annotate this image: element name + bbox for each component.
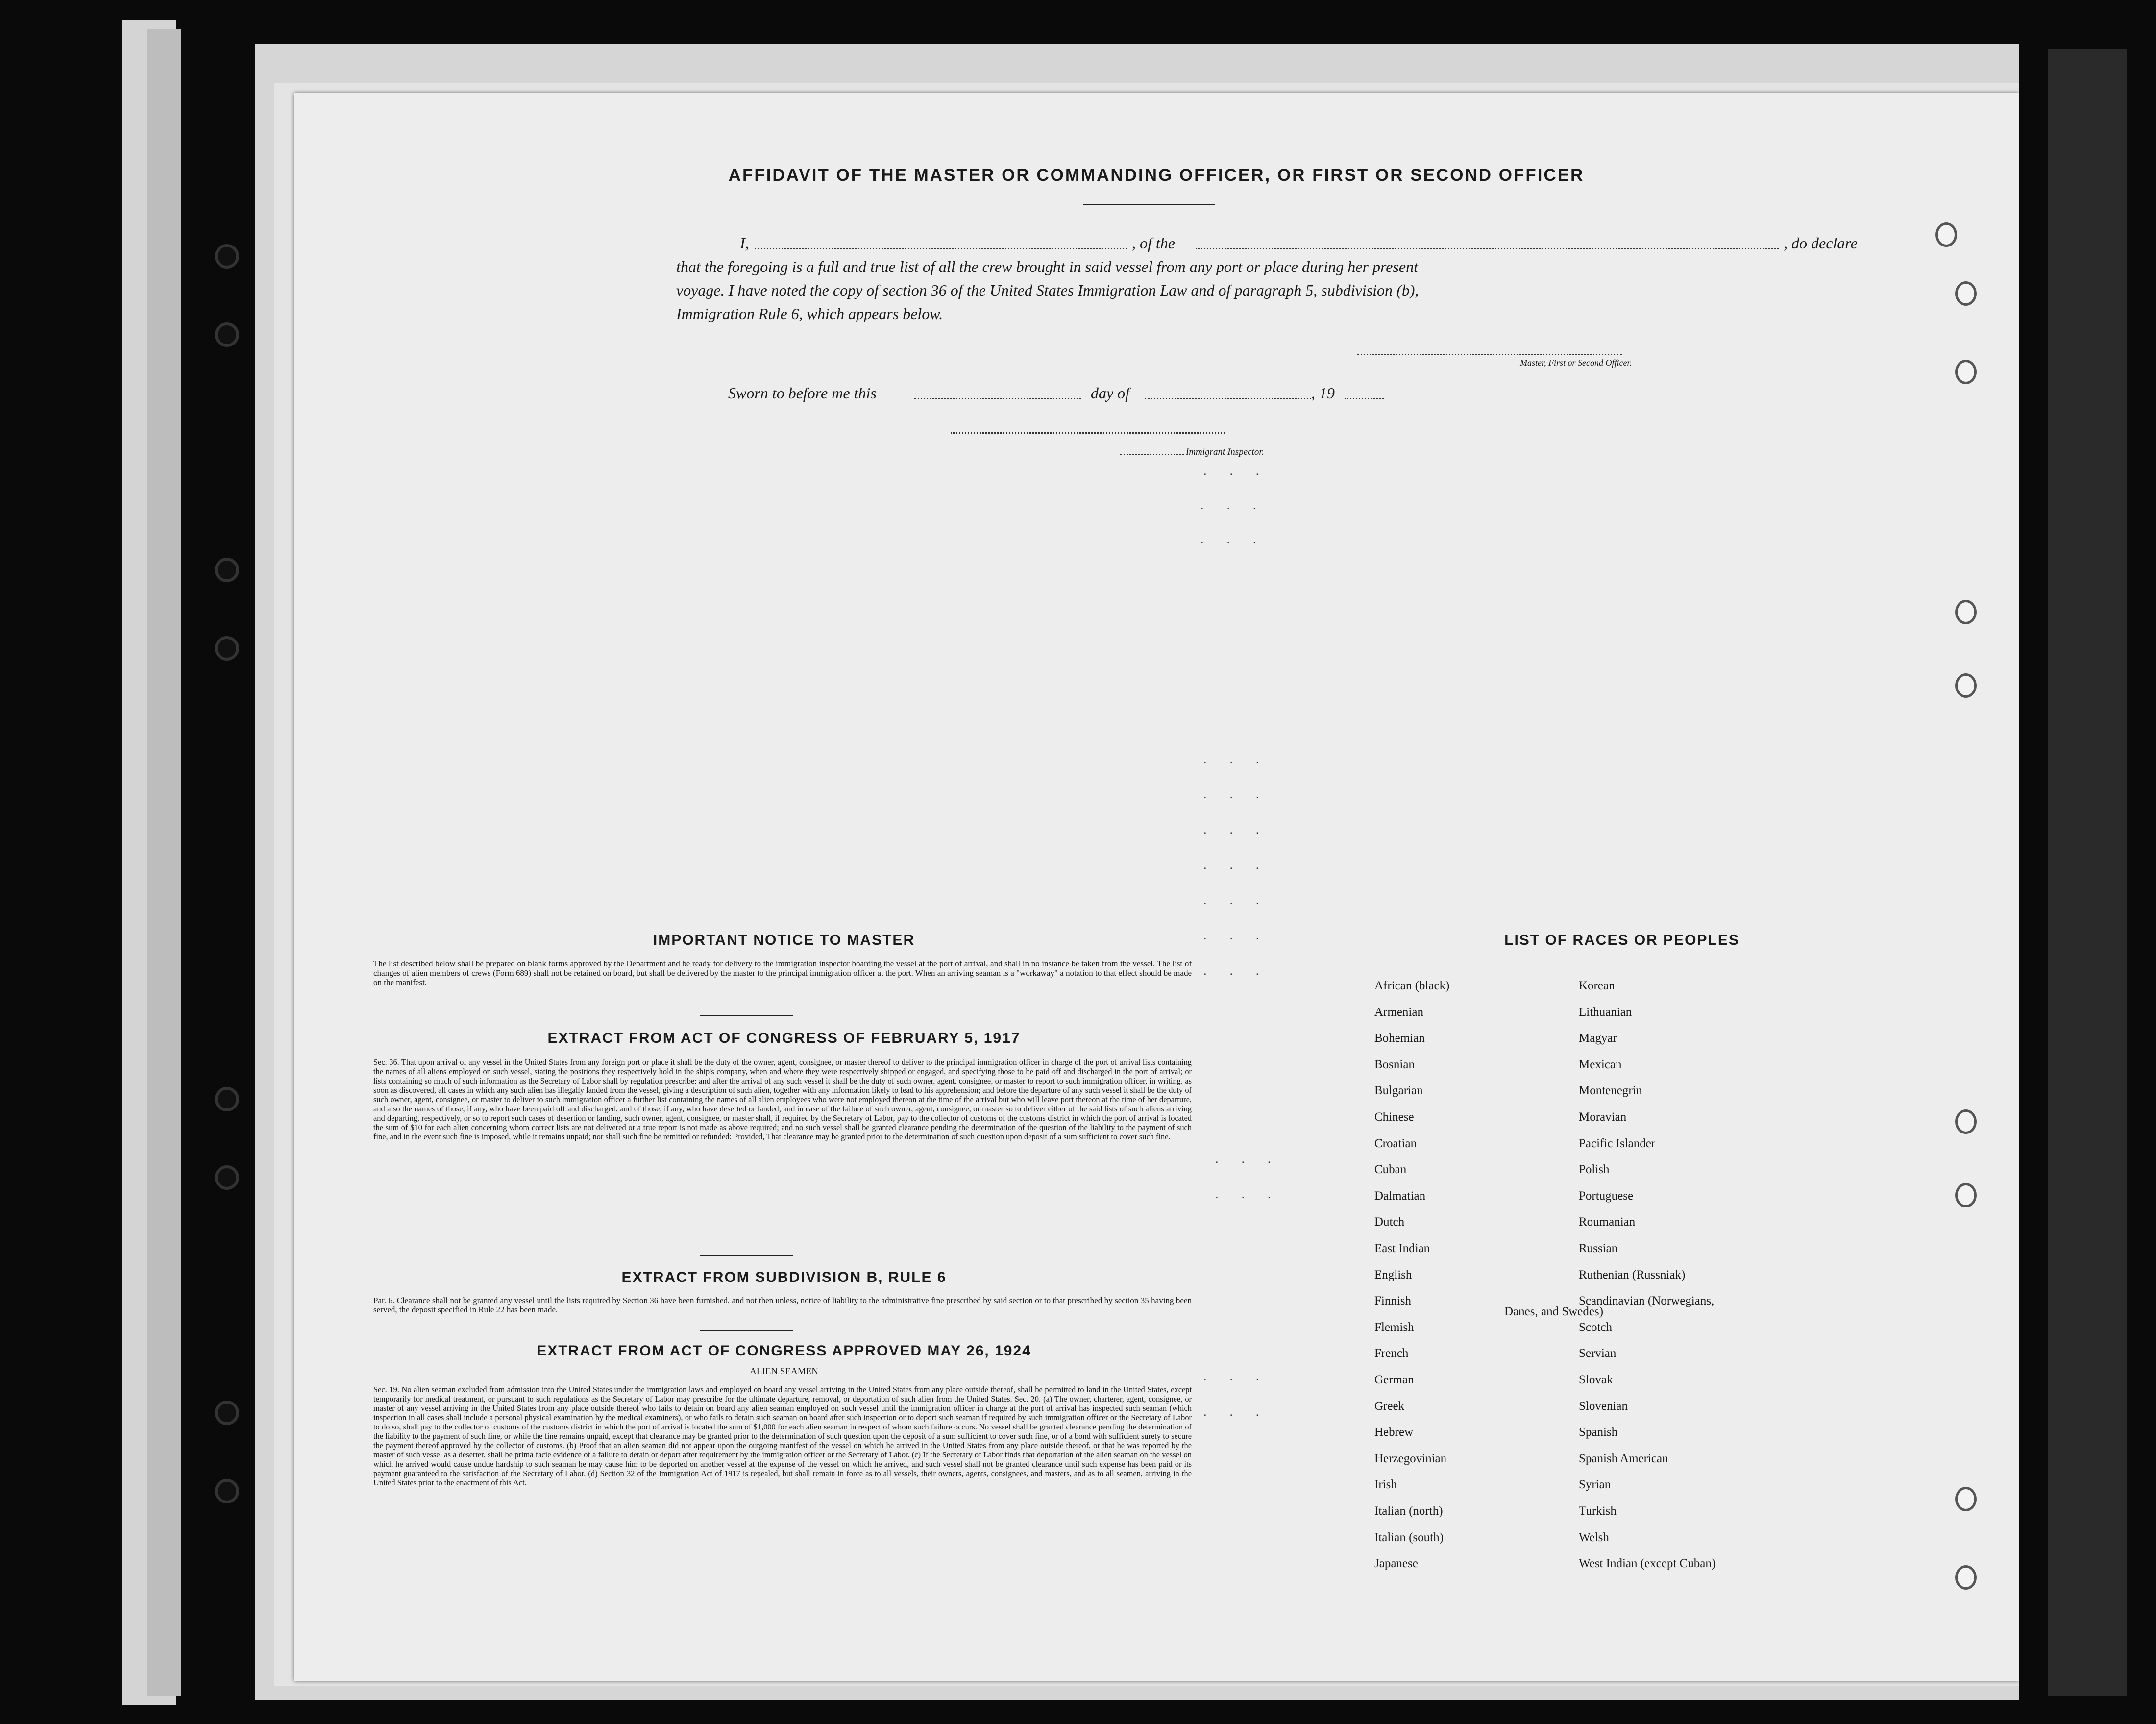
race-item: Dalmatian bbox=[1374, 1189, 1426, 1203]
dot-marker: . . . bbox=[1203, 894, 1269, 907]
race-item: Roumanian bbox=[1579, 1215, 1636, 1229]
sworn-day-label: day of bbox=[1091, 384, 1130, 402]
race-item: Italian (south) bbox=[1374, 1530, 1444, 1544]
alien-seamen-subheading: ALIEN SEAMEN bbox=[750, 1366, 818, 1377]
race-item: French bbox=[1374, 1347, 1409, 1360]
race-item: Herzegovinian bbox=[1374, 1452, 1447, 1465]
extract-rule6-text: Par. 6. Clearance shall not be granted any vessel until the lists required by Section 36 have been furnished, and not then unless, notice of liability to the administrative fine prescribed by said section or to that prescribed by section 35 having been served, the deposit specified in Rule 22 has been made. bbox=[373, 1296, 1192, 1314]
race-item: German bbox=[1374, 1373, 1414, 1386]
vessel-blank bbox=[1196, 248, 1779, 249]
race-item: Flemish bbox=[1374, 1320, 1414, 1334]
declaration-line-2: that the foregoing is a full and true list of all the crew brought in said vessel from any port or place during her present bbox=[676, 258, 1418, 275]
sworn-year-blank bbox=[1345, 398, 1384, 399]
dot-marker: . . . bbox=[1200, 499, 1266, 512]
dot-marker: . . . bbox=[1200, 533, 1266, 546]
punch-hole-icon bbox=[1955, 281, 1977, 306]
race-item: East Indian bbox=[1374, 1242, 1430, 1255]
binder-strip bbox=[147, 29, 181, 1696]
extract-1924-heading: EXTRACT FROM ACT OF CONGRESS APPROVED MAY 26, 1924 bbox=[537, 1343, 1031, 1359]
dot-marker: . . . bbox=[1203, 929, 1269, 942]
race-item: Spanish American bbox=[1579, 1452, 1668, 1465]
race-item: Cuban bbox=[1374, 1163, 1407, 1177]
binder-hole-icon bbox=[215, 1479, 239, 1503]
dot-marker: . . . bbox=[1203, 823, 1269, 837]
punch-hole-icon bbox=[1955, 1487, 1977, 1511]
declaration-line-1 bbox=[740, 231, 1936, 255]
declaration-line-3: voyage. I have noted the copy of section 36 of the United States Immigration Law and of paragraph 5, subdivision (b), bbox=[676, 281, 1419, 299]
race-item: Magyar bbox=[1579, 1032, 1617, 1045]
race-item: Slovak bbox=[1579, 1373, 1613, 1386]
race-item: Irish bbox=[1374, 1478, 1397, 1492]
race-item: Finnish bbox=[1374, 1294, 1412, 1308]
race-item: Spanish bbox=[1579, 1426, 1618, 1439]
section-divider bbox=[700, 1015, 793, 1016]
title-underline bbox=[1083, 204, 1215, 205]
race-item: Croatian bbox=[1374, 1136, 1417, 1150]
declaration-i: I, bbox=[740, 234, 749, 252]
race-item: Korean bbox=[1579, 979, 1615, 992]
dot-marker: . . . bbox=[1203, 859, 1269, 872]
dot-marker: . . . bbox=[1215, 1188, 1281, 1201]
binder-hole-icon bbox=[215, 636, 239, 661]
race-item: Turkish bbox=[1579, 1504, 1617, 1518]
inspector-label: Immigrant Inspector. bbox=[1186, 447, 1264, 457]
race-item: Moravian bbox=[1579, 1110, 1627, 1124]
extract-rule6-heading: EXTRACT FROM SUBDIVISION B, RULE 6 bbox=[621, 1269, 947, 1285]
sworn-line bbox=[728, 381, 1414, 405]
race-item: Bohemian bbox=[1374, 1032, 1425, 1045]
punch-hole-icon bbox=[1955, 1565, 1977, 1590]
race-item: Syrian bbox=[1579, 1478, 1611, 1492]
race-item: Dutch bbox=[1374, 1215, 1405, 1229]
binder-hole-icon bbox=[215, 322, 239, 347]
binder-hole-icon bbox=[215, 1087, 239, 1111]
punch-hole-icon bbox=[1955, 673, 1977, 698]
race-item: English bbox=[1374, 1268, 1412, 1281]
race-item: Montenegrin bbox=[1579, 1084, 1642, 1098]
binder-hole-icon bbox=[215, 1401, 239, 1425]
race-item: Hebrew bbox=[1374, 1426, 1414, 1439]
name-blank bbox=[755, 248, 1127, 249]
race-item: Mexican bbox=[1579, 1058, 1622, 1071]
signature-label: Master, First or Second Officer. bbox=[1520, 358, 1632, 368]
race-item: Welsh bbox=[1579, 1530, 1609, 1544]
race-item: Portuguese bbox=[1579, 1189, 1634, 1203]
binder-hole-icon bbox=[215, 244, 239, 269]
declaration-of-the: , of the bbox=[1132, 234, 1175, 252]
race-item: Bosnian bbox=[1374, 1058, 1415, 1071]
notice-text: The list described below shall be prepared on blank forms approved by the Department and be ready for delivery to the immigration inspector boarding the vessel at the port of arrival, and shall in no instance be taken from the vessel. The list of changes of alien members of crews (Form 689) shall not be retained on board, but shall be delivered by the master to the principal immigration officer at the port. When an arriving seaman is a "workaway" a notation to that effect should be made on the manifest. bbox=[373, 959, 1192, 987]
binder-edge bbox=[2048, 49, 2127, 1696]
punch-hole-icon bbox=[1936, 222, 1957, 247]
notice-heading: IMPORTANT NOTICE TO MASTER bbox=[653, 932, 915, 948]
dot-marker: . . . bbox=[1203, 788, 1269, 801]
race-item: West Indian (except Cuban) bbox=[1579, 1557, 1716, 1571]
dot-marker: . . . bbox=[1203, 1405, 1269, 1419]
dot-marker: . . . bbox=[1203, 1370, 1269, 1383]
race-item: Scotch bbox=[1579, 1320, 1613, 1334]
race-item: Pacific Islander bbox=[1579, 1136, 1656, 1150]
punch-hole-icon bbox=[1955, 1109, 1977, 1134]
punch-hole-icon bbox=[1955, 360, 1977, 384]
inspector-signature-blank bbox=[951, 432, 1225, 434]
punch-hole-icon bbox=[1955, 600, 1977, 624]
race-item: Ruthenian (Russniak) bbox=[1579, 1268, 1686, 1281]
race-item: Polish bbox=[1579, 1163, 1610, 1177]
race-item: Bulgarian bbox=[1374, 1084, 1423, 1098]
race-item: Armenian bbox=[1374, 1005, 1423, 1019]
sworn-date-blank bbox=[914, 398, 1081, 399]
race-item: Japanese bbox=[1374, 1557, 1418, 1571]
race-item: Chinese bbox=[1374, 1110, 1414, 1124]
section-divider bbox=[700, 1330, 793, 1331]
race-item: Russian bbox=[1579, 1242, 1618, 1255]
race-item: Lithuanian bbox=[1579, 1005, 1632, 1019]
section-divider bbox=[700, 1255, 793, 1256]
race-item: Danes, and Swedes) bbox=[1504, 1305, 1604, 1318]
sworn-month-blank bbox=[1145, 398, 1311, 399]
signature-blank bbox=[1357, 354, 1622, 355]
race-item: Italian (north) bbox=[1374, 1504, 1443, 1518]
dot-marker: . . . bbox=[1203, 964, 1269, 978]
dot-marker: . . . bbox=[1203, 753, 1269, 766]
dot-marker: . . . bbox=[1203, 465, 1269, 478]
race-item: Servian bbox=[1579, 1347, 1617, 1360]
binder-hole-icon bbox=[215, 558, 239, 582]
races-heading: LIST OF RACES OR PEOPLES bbox=[1504, 932, 1740, 948]
race-item: African (black) bbox=[1374, 979, 1450, 992]
affidavit-page bbox=[294, 93, 2019, 1681]
race-item: Slovenian bbox=[1579, 1399, 1628, 1413]
declaration-line-4: Immigration Rule 6, which appears below. bbox=[676, 305, 943, 322]
dot-marker: . . . bbox=[1215, 1153, 1281, 1166]
extract-1917-text: Sec. 36. That upon arrival of any vessel in the United States from any foreign port or place it shall be the duty of the owner, agent, consignee, or master thereof to deliver to the principal immigration officer in charge of the port of arrival lists containing the names of all aliens employed on such vessel, stating the positions they respectively hold in the ship's company, when and where they were respectively shipped or engaged, and specifying those to be paid off and discharged in the port of arrival; or lists containing so much of such information as the Secretary of Labor shall by regulation prescribe; and after the arrival of any such vessel it shall be the duty of such owner, agent, consignee, or master to report to such immigration officer, in writing, as soon as discovered, all cases in which any such alien has illegally landed from the vessel, giving a description of such alien, together with any information likely to lead to his apprehension; and before the departure of any such vessel it shall be the duty of such owner, agent, consignee, or master to deliver to such immigration officer a further list containing the names of all alien employees who were not employed thereon at the time of the arrival but who will leave port thereon at the time of her departure, and also the names of those, if any, who have been paid off and discharged, and of those, if any, who have deserted or landed; and in case of the failure of such owner, agent, consignee, or master so to deliver either of the said lists of such aliens arriving and departing, respectively, or so to report such cases of desertion or landing, such owner, agent, consignee, or master shall, if required by the Secretary of Labor, pay to the collector of customs of the customs district in which the port of arrival is located the sum of $10 for each alien concerning whom correct lists are not delivered or a true report is not made as above required; and no such vessel shall be granted clearance pending the determination of the question of the liability to the payment of such fine, and in the event such fine is imposed, while it remains unpaid; nor shall such fine be remitted or refunded: Provided, That clearance may be granted prior to the determination of such question upon deposit of a sum sufficient to cover such fine. bbox=[373, 1058, 1192, 1141]
sworn-prefix: Sworn to before me this bbox=[728, 384, 877, 402]
extract-1924-text: Sec. 19. No alien seaman excluded from admission into the United States under the immigration laws and employed on board any vessel arriving in the United States from any place outside thereof, shall be permitted to land in the United States, except temporarily for medical treatment, or pursuant to such regulations as the Secretary of Labor may prescribe for the ultimate departure, removal, or deportation of such alien from the United States. Sec. 20. (a) The owner, charterer, agent, consignee, or master of any vessel arriving in the United States from any place outside thereof who fails to detain on board any alien seaman employed on such vessel until the immigration officer in charge at the port of arrival has inspected such seaman (which inspection in all cases shall include a personal physical examination by the medical examiners), or who fails to detain such seaman on board after such inspection or to deport such seaman if required by such immigration officer or the Secretary of Labor to do so, shall pay to the collector of customs of the customs district in which the port of arrival is located the sum of $1,000 for each alien seaman in respect of whom such failure occurs. No vessel shall be granted clearance pending the determination of the liability to the payment of such fine, or while the fine remains unpaid, except that clearance may be granted prior to the determination of such question upon the deposit of a sum sufficient to cover such fine, or of a bond with sufficient surety to secure the payment thereof approved by the collector of customs. (b) Proof that an alien seaman did not appear upon the outgoing manifest of the vessel on which he arrived in the United States from any place outside thereof, or that he was reported by the master of such vessel as a deserter, shall be prima facie evidence of a failure to detain or deport after requirement by the immigration officer or the Secretary of Labor. (c) If the Secretary of Labor finds that deportation of the alien seaman on the vessel on which he arrived would cause undue hardship to such seaman he may cause him to be deported on another vessel at the expense of the vessel on which he arrived, and such vessel shall not be granted clearance until such expense has been paid or its payment guaranteed to the satisfaction of the Secretary of Labor. (d) Section 32 of the Immigration Act of 1917 is repealed, but shall remain in force as to all vessels, their owners, agents, consignees, and masters, and as to all seamen, arriving in the United States prior to the enactment of this Act. bbox=[373, 1385, 1192, 1487]
punch-hole-icon bbox=[1955, 1183, 1977, 1207]
affidavit-title: AFFIDAVIT OF THE MASTER OR COMMANDING OFFICER, OR FIRST OR SECOND OFFICER bbox=[728, 166, 1585, 185]
inspector-blank bbox=[1120, 454, 1184, 455]
race-item: Scandinavian (Norwegians, bbox=[1579, 1294, 1715, 1308]
extract-1917-heading: EXTRACT FROM ACT OF CONGRESS OF FEBRUARY 5, 1917 bbox=[547, 1030, 1021, 1046]
race-item: Greek bbox=[1374, 1399, 1405, 1413]
binder-hole-icon bbox=[215, 1165, 239, 1190]
declaration-declare: , do declare bbox=[1784, 234, 1858, 252]
sworn-year-label: , 19 bbox=[1311, 384, 1335, 402]
